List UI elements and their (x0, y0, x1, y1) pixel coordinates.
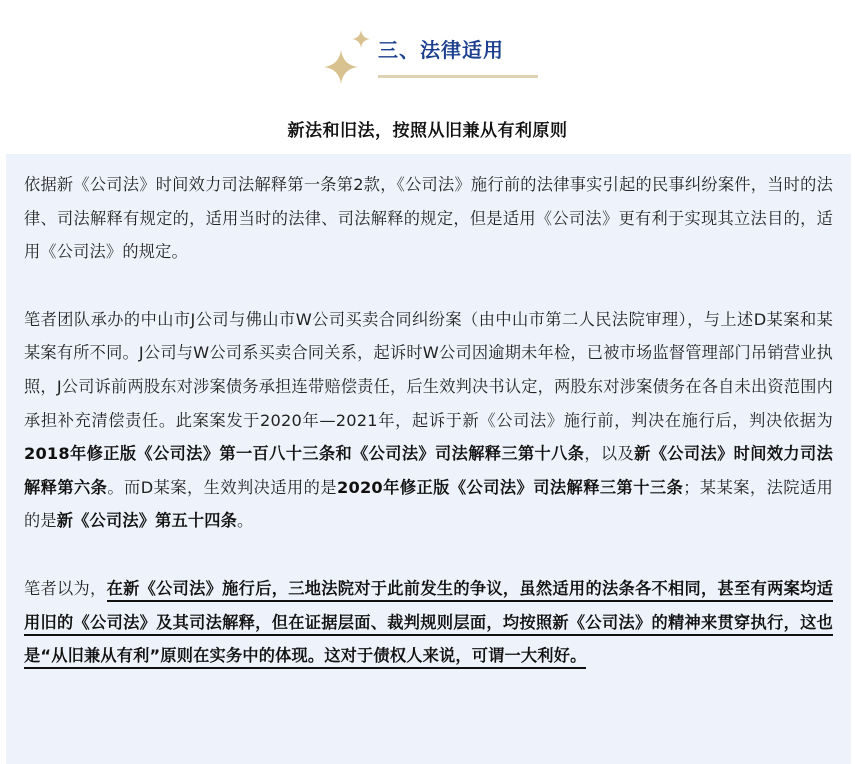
paragraph-3 (24, 572, 833, 673)
paragraph-2 (24, 303, 833, 538)
title-underline (378, 75, 538, 78)
paragraph-3-text-1: 笔者以为， (24, 578, 107, 598)
paragraph-1: 依据新《公司法》时间效力司法解释第一条第2款，《公司法》施行前的法律事实引起的民事纠纷案件，当时的法律、司法解释有规定的，适用当时的法律、司法解释的规定，但是适用《公司法》更有利于实现其立法目的，适用《公司法》的规定。 (24, 175, 833, 262)
paragraph-2-text-2: ，以及 (584, 444, 635, 464)
content-box (6, 154, 851, 764)
sparkle-icon (324, 50, 358, 84)
paragraph-2-bold-3: 2020年修正版《公司法》司法解释三第十三条 (337, 477, 684, 497)
paragraph-2-bold-1: 2018年修正版《公司法》第一百八十三条和《公司法》司法解释三第十八条 (24, 444, 585, 464)
paragraph-2-text-5: 。 (237, 511, 254, 531)
section-header (0, 20, 855, 90)
paragraph-2-text-4: ；某某案，法院适用的是 (24, 477, 834, 531)
paragraph-2-bold-2: 新《公司法》时间效力司法解释第六条 (24, 444, 833, 497)
paragraph-2-text-1: 笔者团队承办的中山市J公司与佛山市W公司买卖合同纠纷案（由中山市第二人民法院审理），与上述D某案和某某案有所不同。J公司与W公司系买卖合同关系，起诉时W公司因逾期未年检，已被市场监督管理部门吊销营业执照，J公司诉前两股东对涉案债务承担连带赔偿责任，后生效判决书认定，两股东对涉案债务在各自未出资范围内承担补充清偿责任。此案案发于2020年—2021年，起诉于新《公司法》施行前，判决在施行后，判决依据为 (24, 309, 833, 430)
paragraph-2-bold-4: 新《公司法》第五十四条 (56, 511, 238, 531)
paragraph-3-underlined: 在新《公司法》施行后，三地法院对于此前发生的争议，虽然适用的法条各不相同，甚至有两案均适用旧的《公司法》及其司法解释，但在证据层面、裁判规则层面，均按照新《公司法》的精神来贯穿执行，这也是“从旧兼从有利”原则在实务中的体现。这对于债权人来说，可谓一大利好。 (24, 579, 833, 669)
section-title: 三、法律适用 (378, 38, 504, 62)
sparkle-small-icon (352, 30, 370, 48)
subtitle: 新法和旧法，按照从旧兼从有利原则 (287, 121, 568, 141)
paragraph-2-text-3: 。而D某案，生效判决适用的是 (107, 477, 338, 497)
